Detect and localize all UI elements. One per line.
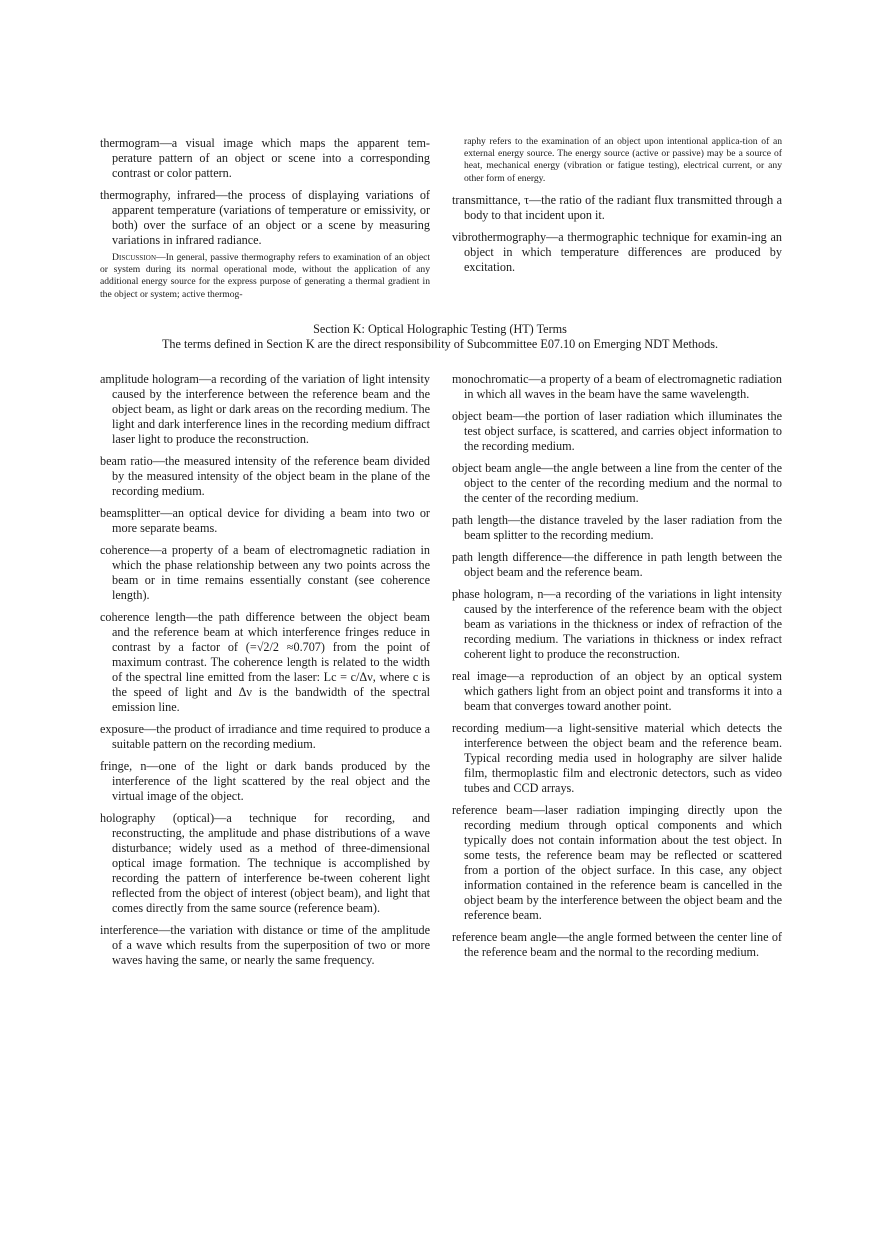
definition-thermography-infrared: thermography, infrared—the process of displaying variations of apparent temperature (variations of temperature or emissivity, or both) over the surface of an object or a scene by measuring variations in infrared radiance. (100, 188, 430, 247)
section-title: Section K: Optical Holographic Testing (HT) Terms (313, 322, 567, 336)
definition-coherence-length: coherence length—the path difference between the object beam and the reference beam at which interference fringes reduce in contrast by a factor of (=√2/2 ≈0.707) from the point of maximum contrast. The coherence length is related to the width of the spectral line emitted from the laser: Lc = c/Δν, where c is the speed of light and Δν is the bandwidth of the spectral emission line. (100, 610, 430, 714)
definition-monochromatic: monochromatic—a property of a beam of electromagnetic radiation in which all waves in the beam have the same wavelength. (452, 372, 782, 401)
discussion-note-continued: raphy refers to the examination of an object upon intentional applica-tion of an external energy source. The energy source (active or passive) may be a source of heat, mechanical energy (vibration or fatigue testing), electrical current, or any other form of energy. (464, 136, 782, 184)
top-right-column (452, 136, 782, 282)
definition-object-beam-angle: object beam angle—the angle between a line from the center of the object to the center of the recording medium and the normal to the center of the recording medium. (452, 461, 782, 505)
definition-amplitude-hologram: amplitude hologram—a recording of the variation of light intensity caused by the interference between the reference beam and the object beam, as light or dark areas on the recording medium. The light and dark interference lines in the recording medium diffract laser light to produce the reconstruction. (100, 372, 430, 446)
definition-object-beam: object beam—the portion of laser radiation which illuminates the test object surface, is scattered, and carries object information to the recording medium. (452, 409, 782, 453)
definition-interference: interference—the variation with distance or time of the amplitude of a wave which results from the superposition of two or more waves having the same, or nearly the same frequency. (100, 923, 430, 967)
section-heading (100, 322, 780, 352)
section-k-right-column (452, 372, 782, 967)
definition-transmittance: transmittance, τ—the ratio of the radiant flux transmitted through a body to that incident upon it. (452, 192, 782, 222)
definition-path-length-difference: path length difference—the difference in path length between the object beam and the reference beam. (452, 550, 782, 579)
definition-exposure: exposure—the product of irradiance and time required to produce a suitable pattern on the recording medium. (100, 722, 430, 751)
top-left-column (100, 136, 430, 309)
definition-path-length: path length—the distance traveled by the laser radiation from the beam splitter to the recording medium. (452, 513, 783, 542)
definition-reference-beam-angle: reference beam angle—the angle formed between the center line of the reference beam and the normal to the recording medium. (452, 930, 782, 959)
definition-beam-ratio: beam ratio—the measured intensity of the reference beam divided by the measured intensity of the object beam in the plane of the recording medium. (100, 454, 431, 498)
definition-recording-medium: recording medium—a light-sensitive material which detects the interference between the object beam and the reference beam. Typical recording media used in holography are silver halide film, thermoplastic film and electronic detectors, such as video tubes and CCD arrays. (452, 721, 783, 795)
definition-beamsplitter: beamsplitter—an optical device for dividing a beam into two or more separate beams. (100, 506, 430, 535)
definition-reference-beam: reference beam—laser radiation impinging directly upon the recording medium through optical components and which typically does not contain information about the test object. In some tests, the reference beam may be reflected or scattered from a portion of the object surface. In this case, any object information contained in the reference beam is cancelled in the object beam by the interference between the object beam and the reference beam. (452, 803, 782, 922)
definition-coherence: coherence—a property of a beam of electromagnetic radiation in which the phase relationship between any two points across the beam or in time remains essentially constant (see coherence length). (100, 543, 430, 602)
section-subtitle: The terms defined in Section K are the direct responsibility of Subcommittee E07.10 on Emerging NDT Methods. (161, 337, 718, 351)
definition-real-image: real image—a reproduction of an object by an optical system which gathers light from an object point and transforms it into a beam that converges toward another point. (452, 669, 782, 713)
discussion-note: Discussion—In general, passive thermography refers to examination of an object or system during its normal operational mode, without the application of any additional energy source for the express purpose of generating a thermal gradient in the object or system; active thermog- (100, 252, 430, 300)
definition-fringe: fringe, n—one of the light or dark bands produced by the interference of the light scattered by the real object and the virtual image of the object. (100, 759, 430, 803)
definition-thermogram: thermogram—a visual image which maps the apparent tem-perature pattern of an object or scene into a corresponding contrast or color pattern. (100, 136, 430, 180)
definition-holography: holography (optical)—a technique for recording, and reconstructing, the amplitude and phase distributions of a wave disturbance; widely used as a method of three-dimensional optical image formation. The technique is accomplished by recording the pattern of interference be-tween coherent light reflected from the object of interest (object beam), and light that comes directly from the same source (reference beam). (100, 811, 431, 915)
section-k-left-column (100, 372, 430, 975)
definition-phase-hologram: phase hologram, n—a recording of the variations in light intensity caused by the interference of the reference beam with the object beam as variations in the thickness or index of refraction of the recording medium. The variations in thickness or index refract coherent light to produce the reconstruction. (452, 587, 782, 661)
definition-vibrothermography: vibrothermography—a thermographic technique for examin-ing an object in which temperature differences are produced by excitation. (452, 229, 782, 274)
